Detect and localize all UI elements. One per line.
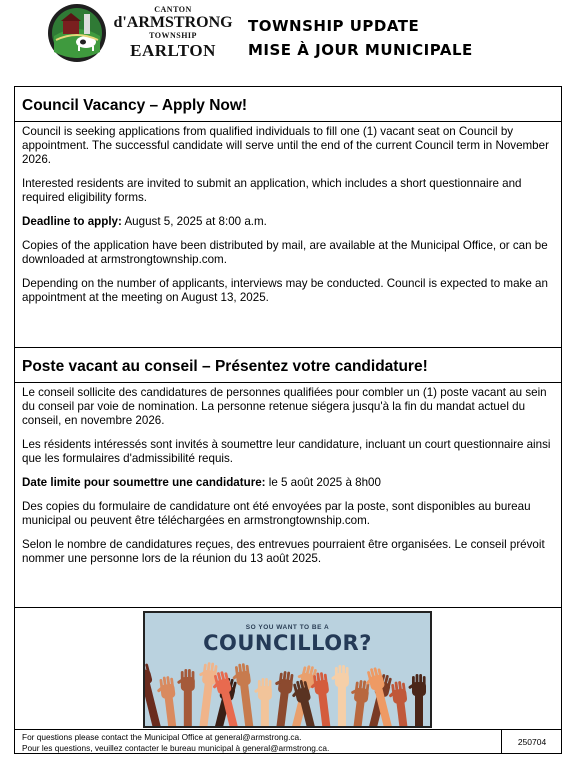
title-french: MISE À JOUR MUNICIPALE (248, 41, 473, 59)
raised-hands-illustration (145, 657, 430, 728)
councillor-banner (143, 611, 432, 728)
english-paragraph-4: Copies of the application have been distributed by mail, are available at the Municipal Office, or can be downloaded at armstrongtownship.com. (22, 239, 548, 266)
footer-row (15, 730, 561, 754)
hand-icon (177, 669, 195, 728)
french-paragraph-5: Selon le nombre de candidatures reçues, des entrevues pourraient être organisées. Le conseil prévoit nommer une personne lors de la réunion du 13 août 2025. (22, 538, 545, 565)
english-title-row (15, 87, 561, 122)
french-paragraph-1: Le conseil sollicite des candidatures de personnes qualifiées pour combler un (1) poste vacant au sein du conseil par voie de nomination. La personne retenue siégera jusqu'à la fin du mandat actuel du conseil, en novembre 2026. (22, 386, 547, 427)
english-deadline-value: August 5, 2025 at 8:00 a.m. (121, 215, 267, 228)
hand-icon (346, 679, 370, 728)
french-paragraph-2: Les résidents intéressés sont invités à soumettre leur candidature, incluant un court questionnaire ainsi que les formulaires d'admissibilité requis. (22, 438, 551, 465)
township-logo (46, 2, 108, 64)
english-section-title: Council Vacancy – Apply Now! (22, 97, 248, 114)
french-body (15, 383, 561, 566)
title-english: TOWNSHIP UPDATE (248, 17, 420, 35)
english-paragraph-2: Interested residents are invited to submit an application, which includes a short questionnaire and required eligibility forms. (22, 177, 522, 204)
footer-contact-english: For questions please contact the Municipal Office at general@armstrong.ca. (22, 732, 302, 742)
footer-contact-french: Pour les questions, veuillez contacter le bureau municipal à general@armstrong.ca. (22, 743, 330, 753)
french-deadline-value: le 5 août 2025 à 8h00 (265, 476, 381, 489)
page-header (0, 0, 574, 86)
banner-small-text: SO YOU WANT TO BE A (245, 624, 330, 631)
english-deadline (22, 215, 553, 229)
english-body-row (15, 122, 561, 348)
banner-big-text: COUNCILLOR? (203, 631, 372, 655)
page-title (248, 14, 473, 62)
hand-icon (331, 665, 349, 728)
french-title-row (15, 348, 561, 383)
organization-name (112, 6, 234, 59)
org-line-armstrong: d'ARMSTRONG (113, 14, 233, 31)
document-code: 250704 (501, 730, 562, 754)
english-deadline-label: Deadline to apply: (22, 215, 122, 228)
hand-icon (254, 678, 272, 728)
english-paragraph-5: Depending on the number of applicants, interviews may be conducted. Council is expected to make an appointment at the meeting on August 13, 2025. (22, 277, 548, 304)
org-line-earlton: EARLTON (130, 41, 216, 60)
org-line-canton: CANTON (154, 5, 192, 14)
hand-icon (145, 661, 164, 728)
hand-icon (269, 670, 294, 728)
hand-icon (408, 674, 426, 728)
org-line-township: TOWNSHIP (149, 31, 197, 40)
hand-icon (192, 661, 218, 728)
french-section-title: Poste vacant au conseil – Présentez votre candidature! (22, 358, 428, 375)
notice-frame (14, 86, 562, 754)
french-deadline-label: Date limite pour soumettre une candidature: (22, 476, 266, 489)
footer-contact (22, 732, 329, 754)
french-deadline (22, 476, 553, 490)
english-paragraph-1: Council is seeking applications from qualified individuals to fill one (1) vacant seat on Council by appointment. The successful candidate will serve until the end of the current Council term in November 2026. (22, 125, 549, 166)
french-paragraph-4: Des copies du formulaire de candidature ont été envoyées par la poste, sont disponibles au bureau municipal ou peuvent être téléchargées en armstrongtownship.com. (22, 500, 531, 527)
french-body-row (15, 383, 561, 608)
english-body (15, 122, 561, 305)
